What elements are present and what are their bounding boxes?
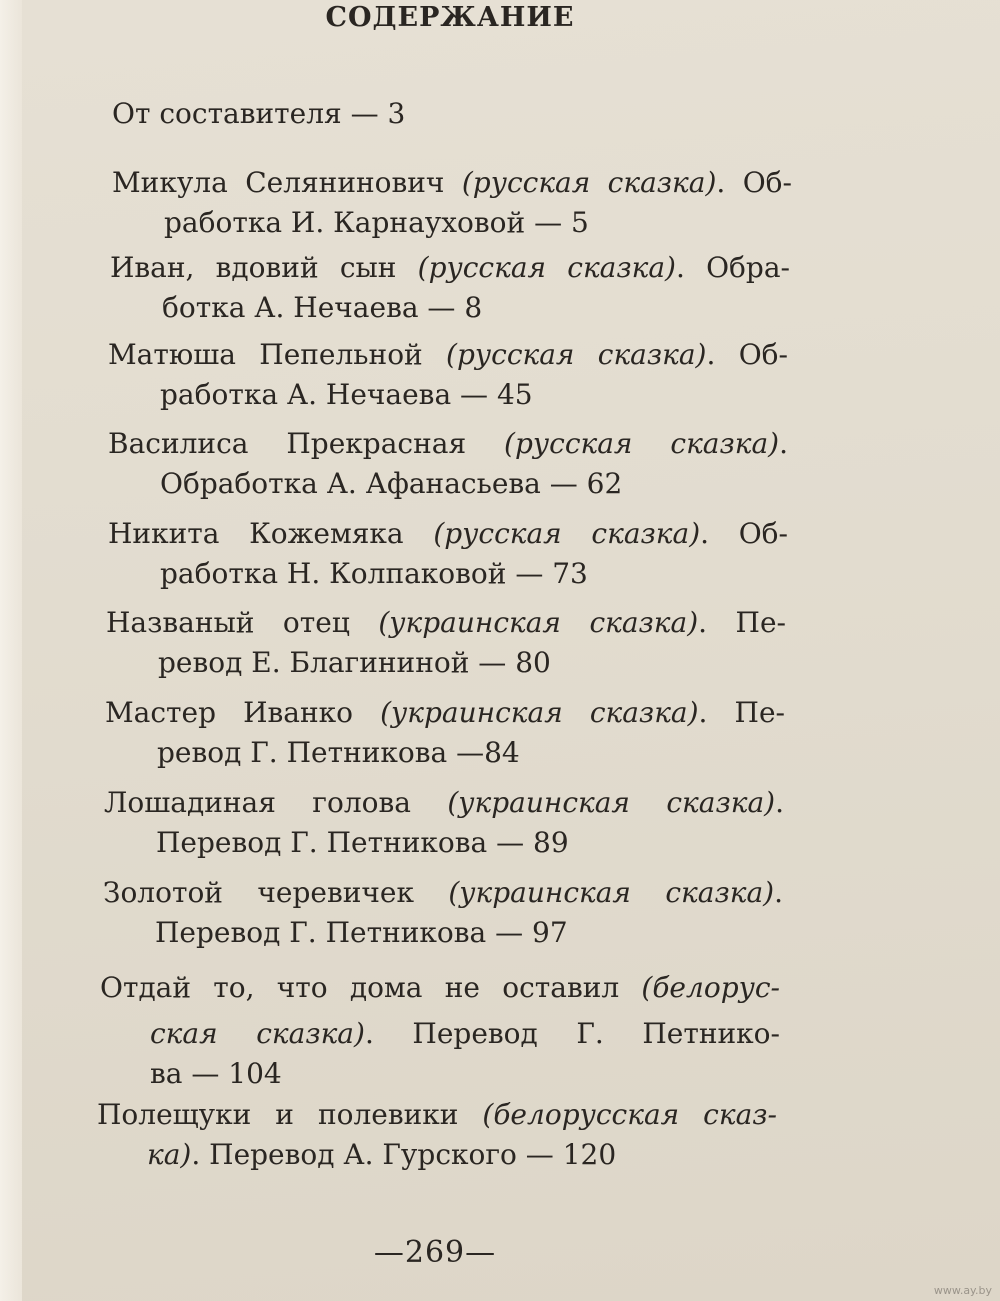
toc-line: Микула Селянинович (русская сказка). Об- (112, 166, 792, 199)
toc-line: Иван, вдовий сын (русская сказка). Обра- (110, 251, 790, 284)
toc-line: Золотой черевичек (украинская сказка). (103, 876, 783, 909)
toc-entry (100, 968, 780, 1094)
toc-entry (112, 163, 792, 243)
toc-entry (108, 514, 788, 594)
page-number: —269— (373, 1235, 497, 1270)
toc-entry (105, 693, 785, 773)
toc-line: ка). Перевод А. Гурского — 120 (147, 1138, 617, 1171)
toc-line: работка И. Карнауховой — 5 (164, 206, 589, 239)
toc-line: От составителя — 3 (112, 97, 406, 130)
toc-line: Мастер Иванко (украинская сказка). Пе- (105, 696, 785, 729)
toc-line: ская сказка). Перевод Г. Петнико- (150, 1017, 780, 1050)
page-edge (0, 0, 22, 1301)
toc-line: Матюша Пепельной (русская сказка). Об- (108, 338, 788, 371)
toc-line: ва — 104 (150, 1057, 282, 1090)
toc-entry (103, 873, 783, 953)
toc-line: Полещуки и полевики (белорусская сказ- (97, 1098, 777, 1131)
toc-line: Перевод Г. Петникова — 97 (155, 916, 568, 949)
toc-entry (108, 335, 788, 415)
toc-entry (112, 94, 405, 134)
toc-line: ботка А. Нечаева — 8 (162, 291, 483, 324)
toc-line: Никита Кожемяка (русская сказка). Об- (108, 517, 788, 550)
toc-line: ревод Е. Благининой — 80 (158, 646, 551, 679)
toc-line: Названый отец (украинская сказка). Пе- (106, 606, 786, 639)
toc-entry (108, 424, 788, 504)
toc-entry (106, 603, 786, 683)
toc-line: Отдай то, что дома не оставил (белорус- (100, 971, 780, 1004)
watermark: www.ay.by (933, 1284, 992, 1297)
page-title: СОДЕРЖАНИЕ (325, 2, 575, 33)
toc-line: работка Н. Колпаковой — 73 (160, 557, 588, 590)
toc-line: Лошадиная голова (украинская сказка). (104, 786, 784, 819)
toc-line: работка А. Нечаева — 45 (160, 378, 533, 411)
toc-entry (104, 783, 784, 863)
toc-entry (110, 248, 790, 328)
toc-line: Обработка А. Афанасьева — 62 (160, 467, 623, 500)
toc-line: ревод Г. Петникова —84 (157, 736, 520, 769)
toc-line: Перевод Г. Петникова — 89 (156, 826, 569, 859)
toc-entry (97, 1095, 777, 1175)
toc-line: Василиса Прекрасная (русская сказка). (108, 427, 789, 460)
